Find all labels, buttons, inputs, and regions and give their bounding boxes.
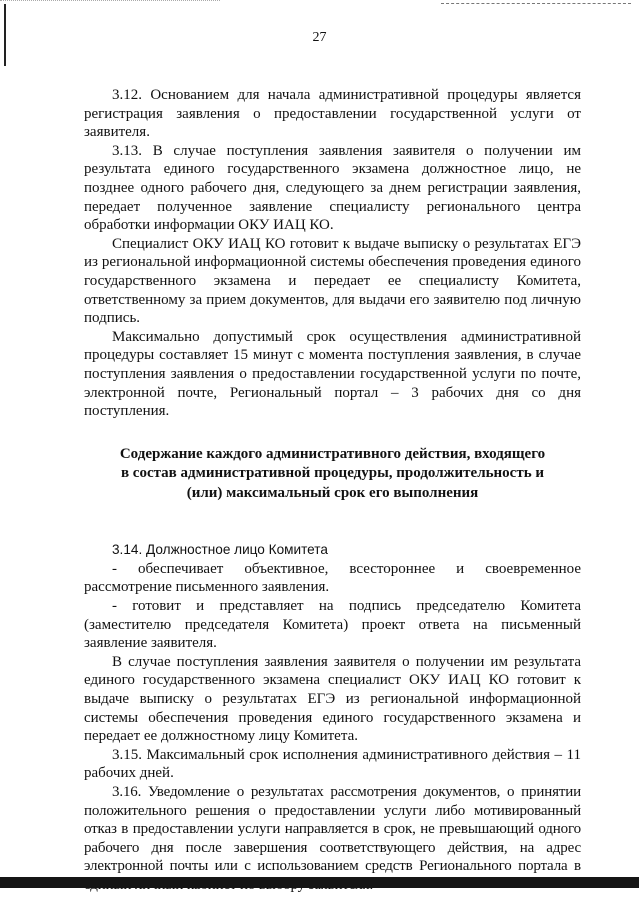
paragraph-3-12: 3.12. Основанием для начала административной процедуры является регистрация заявления о предоставлении государственной услуги от заявителя. <box>84 87 581 141</box>
paragraph-specialist: Специалист ОКУ ИАЦ КО готовит к выдаче выписку о результатах ЕГЭ из региональной информационной системы обеспечения проведения единого государственного экзамена и передает ее специалисту Комитета, ответственному за прием документов, для выдачи его заявителю под личную подпись. <box>84 235 581 327</box>
paragraph-3-14: 3.14. Должностное лицо Комитета <box>112 542 328 558</box>
section-heading-line-2: в состав административной процедуры, продолжительность и <box>120 465 545 482</box>
paragraph-max-term: Максимально допустимый срок осуществления административной процедуры составляет 15 минут с момента поступления заявления, в случае поступления заявления о предоставлении государственной услуги по почте, электронной почте, Региональный портал – 3 рабочих дня со дня поступления. <box>84 328 581 420</box>
paragraph-3-13: 3.13. В случае поступления заявления заявителя о получении им результата единого государственного экзамена должностное лицо, не позднее одного рабочего дня, следующего за днем регистрации заявления, передает полученное заявление специалисту регионального центра обработки информации ОКУ ИАЦ КО. <box>84 142 581 234</box>
paragraph-3-15: 3.15. Максимальный срок исполнения административного действия – 11 рабочих дней. <box>84 746 581 782</box>
page-number: 27 <box>312 30 327 45</box>
section-gap <box>84 503 581 541</box>
scan-edge-top-left <box>0 0 220 7</box>
section-heading-line-3: (или) максимальный срок его выполнения <box>186 484 479 501</box>
paragraph-3-16: 3.16. Уведомление о результатах рассмотрения документов, о принятии положительного решения о предоставлении услуги либо мотивированный отказ в предоставлении услуги направляется в срок, не превышающий одного рабочего дня после завершения соответствующего действия, на адрес электронной почты или с использованием средств Регионального портала в <box>84 783 581 875</box>
list-item-prepare-answer: - готовит и представляет на подпись председателю Комитета (заместителю председателя Комитета) проект ответа на письменный заявление заявителя. <box>84 597 581 652</box>
section-heading <box>84 445 581 504</box>
paragraph-ege-extract: В случае поступления заявления заявителя о получении им результата единого государственного экзамена специалист ОКУ ИАЦ КО готовит к выдаче выписку о результатах ЕГЭ из региональной информационной системы обеспечения проведения единого государственного экзамена и передает ее должностному лицу Комитета. <box>84 653 581 745</box>
scan-edge-top-right <box>441 3 631 8</box>
list-item-review: - обеспечивает объективное, всестороннее и своевременное рассмотрение письменного заявления. <box>84 560 581 596</box>
scan-edge-bottom <box>0 877 639 888</box>
section-heading-line-1: Содержание каждого административного действия, входящего <box>119 445 546 462</box>
document-body <box>84 86 581 894</box>
